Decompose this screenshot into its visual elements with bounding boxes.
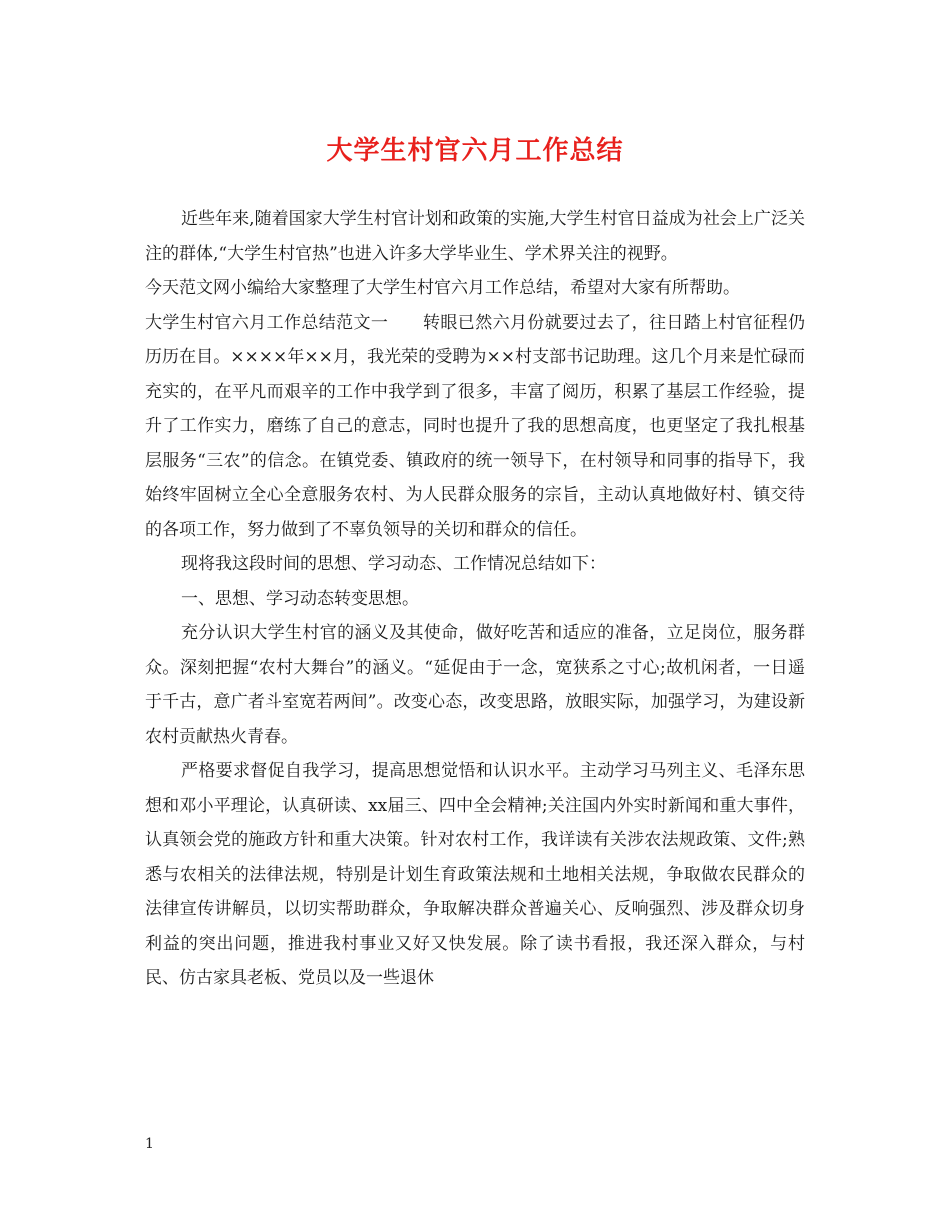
paragraph-understanding: 充分认识大学生村官的涵义及其使命，做好吃苦和适应的准备，立足岗位，服务群众。深刻把握“农村大舞台”的涵义。“延促由于一念，宽狭系之寸心;故机闲者，一日遥于千古，意广者斗室宽若两间”。改变心态，改变思路，放眼实际，加强学习，为建设新农村贡献热火青春。 [145,623,805,747]
page-number: 1 [145,1136,154,1152]
document-body [145,202,805,996]
section-heading-thought: 一、思想、学习动态转变思想。 [181,588,419,609]
paragraph-intro: 近些年来,随着国家大学生村官计划和政策的实施,大学生村官日益成为社会上广泛关注的群体,“大学生村官热”也进入许多大学毕业生、学术界关注的视野。 [145,209,805,264]
paragraph-summary-lead: 现将我这段时间的思想、学习动态、工作情况总结如下： [181,554,606,574]
paragraph-self-study: 严格要求督促自我学习，提高思想觉悟和认识水平。主动学习马列主义、毛泽东思想和邓小平理论，认真研读、xx届三、四中全会精神;关注国内外实时新闻和重大事件，认真领会党的施政方针和重大决策。针对农村工作，我详读有关涉农法规政策、文件;熟悉与农相关的法律法规，特别是计划生育政策法规和土地相关法规，争取做农民群众的法律宣传讲解员，以切实帮助群众，争取解决群众普遍关心、反响强烈、涉及群众切身利益的突出问题，推进我村事业又好又快发展。除了读书看报，我还深入群众，与村民、仿古家具老板、党员以及一些退休 [145,761,805,988]
paragraph-editor-note: 今天范文网小编给大家整理了大学生村官六月工作总结，希望对大家有所帮助。 [145,278,740,298]
paragraph-sample-one: 大学生村官六月工作总结范文一 转眼已然六月份就要过去了，往日踏上村官征程仍历历在目。××××年××月，我光荣的受聘为××村支部书记助理。这几个月来是忙碌而充实的，在平凡而艰辛的工作中我学到了很多，丰富了阅历，积累了基层工作经验，提升了工作实力，磨练了自己的意志，同时也提升了我的思想高度，也更坚定了我扎根基层服务“三农”的信念。在镇党委、镇政府的统一领导下，在村领导和同事的指导下，我始终牢固树立全心全意服务农村、为人民群众服务的宗旨，主动认真地做好村、镇交待的各项工作，努力做到了不辜负领导的关切和群众的信任。 [145,312,805,540]
document-title: 大学生村官六月工作总结 [326,136,624,166]
